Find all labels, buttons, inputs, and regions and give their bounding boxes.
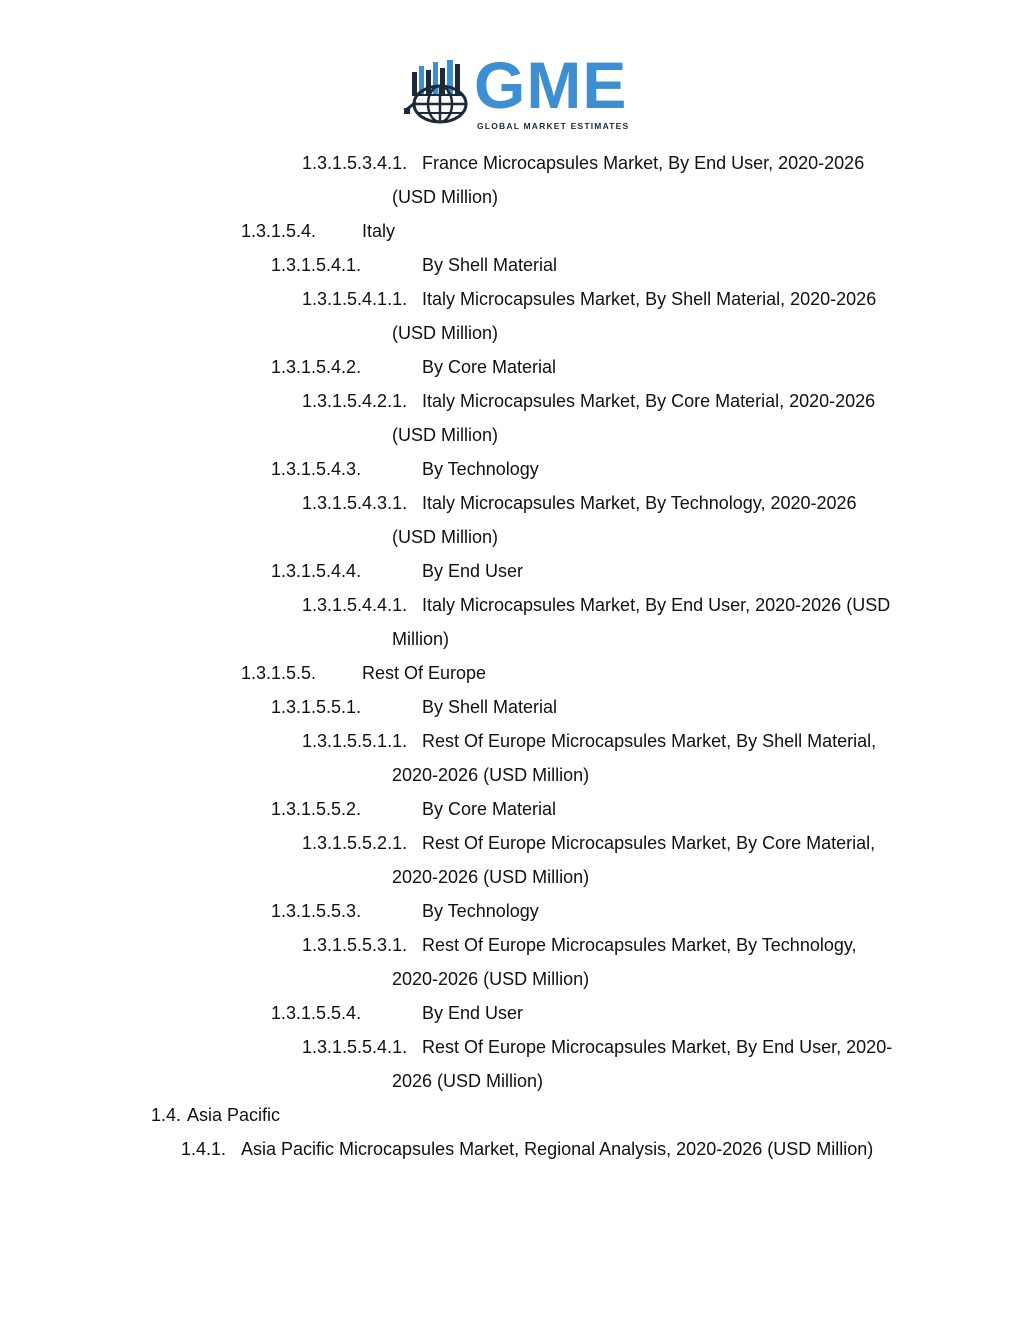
toc-title-continuation: 2020-2026 (USD Million) bbox=[392, 765, 590, 785]
toc-title-continuation: (USD Million) bbox=[392, 323, 499, 343]
toc-title: Italy Microcapsules Market, By Core Material, 2020-2026 bbox=[422, 391, 876, 411]
toc-number: 1.3.1.5.5.4. bbox=[271, 1003, 362, 1023]
toc-entry bbox=[0, 792, 1024, 826]
toc-entry bbox=[0, 452, 1024, 486]
toc-entry-line bbox=[302, 928, 1024, 962]
toc-number: 1.3.1.5.4.3.1. bbox=[302, 493, 408, 513]
toc-number: 1.3.1.5.4.4. bbox=[271, 561, 362, 581]
toc-entry bbox=[0, 214, 1024, 248]
toc-entry-line bbox=[271, 554, 1024, 588]
toc-entry bbox=[0, 588, 1024, 656]
toc-entry bbox=[0, 350, 1024, 384]
toc-entry-line bbox=[241, 656, 1024, 690]
toc-title: France Microcapsules Market, By End User, 2020-2026 bbox=[422, 153, 865, 173]
toc-entry-line bbox=[302, 282, 1024, 316]
toc-entry-line bbox=[302, 1030, 1024, 1064]
toc-number: 1.3.1.5.5.1.1. bbox=[302, 731, 408, 751]
toc-entry bbox=[0, 146, 1024, 214]
toc-number: 1.3.1.5.5.4.1. bbox=[302, 1037, 408, 1057]
toc-entry-line bbox=[241, 214, 1024, 248]
logo-letters: GME bbox=[474, 48, 628, 122]
toc-title-continuation: 2020-2026 (USD Million) bbox=[392, 867, 590, 887]
toc-title: Italy bbox=[362, 221, 396, 241]
toc-number: 1.3.1.5.5.2.1. bbox=[302, 833, 408, 853]
toc-title: Rest Of Europe Microcapsules Market, By Core Material, bbox=[422, 833, 876, 853]
table-of-contents bbox=[0, 146, 1024, 1166]
toc-title: By Technology bbox=[422, 901, 539, 921]
toc-entry bbox=[0, 1132, 1024, 1166]
toc-number: 1.3.1.5.4.4.1. bbox=[302, 595, 408, 615]
toc-entry-line bbox=[271, 894, 1024, 928]
toc-number: 1.3.1.5.5.1. bbox=[271, 697, 362, 717]
toc-title: By Technology bbox=[422, 459, 539, 479]
toc-entry bbox=[0, 1098, 1024, 1132]
toc-number: 1.3.1.5.4.1.1. bbox=[302, 289, 408, 309]
toc-title: Rest Of Europe Microcapsules Market, By End User, 2020- bbox=[422, 1037, 893, 1057]
toc-entry-line bbox=[151, 1098, 1024, 1132]
toc-title: Rest Of Europe Microcapsules Market, By Shell Material, bbox=[422, 731, 877, 751]
toc-entry-line bbox=[302, 826, 1024, 860]
toc-title: By Shell Material bbox=[422, 255, 558, 275]
toc-number: 1.3.1.5.4.2. bbox=[271, 357, 362, 377]
toc-entry-line bbox=[302, 724, 1024, 758]
toc-entry bbox=[0, 486, 1024, 554]
toc-number: 1.3.1.5.5.3.1. bbox=[302, 935, 408, 955]
toc-title-continuation: Million) bbox=[392, 629, 450, 649]
toc-entry-line bbox=[271, 248, 1024, 282]
toc-title: Italy Microcapsules Market, By End User, 2020-2026 (USD bbox=[422, 595, 891, 615]
toc-title: By Core Material bbox=[422, 799, 557, 819]
gme-logo bbox=[404, 48, 660, 136]
toc-number: 1.3.1.5.4.2.1. bbox=[302, 391, 408, 411]
toc-entry bbox=[0, 690, 1024, 724]
toc-number: 1.3.1.5.4.1. bbox=[271, 255, 362, 275]
toc-title: Rest Of Europe Microcapsules Market, By Technology, bbox=[422, 935, 857, 955]
toc-title-continuation: 2026 (USD Million) bbox=[392, 1071, 544, 1091]
toc-entry-line bbox=[302, 486, 1024, 520]
toc-entry bbox=[0, 282, 1024, 350]
toc-title: Rest Of Europe bbox=[362, 663, 487, 683]
toc-title: By End User bbox=[422, 1003, 524, 1023]
toc-entry bbox=[0, 996, 1024, 1030]
toc-number: 1.4.1. bbox=[181, 1139, 227, 1159]
logo-tagline: GLOBAL MARKET ESTIMATES bbox=[477, 121, 630, 131]
toc-entry-line bbox=[271, 452, 1024, 486]
toc-number: 1.3.1.5.4. bbox=[241, 221, 317, 241]
toc-number: 1.3.1.5.4.3. bbox=[271, 459, 362, 479]
toc-entry bbox=[0, 1030, 1024, 1098]
toc-entry-line bbox=[302, 146, 1024, 180]
toc-entry-line bbox=[181, 1132, 1024, 1166]
toc-entry bbox=[0, 894, 1024, 928]
toc-number: 1.3.1.5.5.3. bbox=[271, 901, 362, 921]
toc-entry-line bbox=[271, 350, 1024, 384]
toc-entry bbox=[0, 248, 1024, 282]
toc-entry-line bbox=[271, 792, 1024, 826]
toc-title: Asia Pacific Microcapsules Market, Regional Analysis, 2020-2026 (USD Million) bbox=[241, 1139, 874, 1159]
toc-entry bbox=[0, 724, 1024, 792]
toc-entry bbox=[0, 928, 1024, 996]
toc-number: 1.3.1.5.5. bbox=[241, 663, 317, 683]
toc-number: 1.3.1.5.5.2. bbox=[271, 799, 362, 819]
toc-entry-line bbox=[302, 588, 1024, 622]
toc-entry-line bbox=[271, 996, 1024, 1030]
toc-entry-line bbox=[271, 690, 1024, 724]
toc-entry bbox=[0, 656, 1024, 690]
toc-entry bbox=[0, 384, 1024, 452]
toc-entry-line bbox=[302, 384, 1024, 418]
toc-number: 1.3.1.5.3.4.1. bbox=[302, 153, 408, 173]
toc-title-continuation: 2020-2026 (USD Million) bbox=[392, 969, 590, 989]
toc-title: Asia Pacific bbox=[187, 1105, 281, 1125]
toc-title: By Shell Material bbox=[422, 697, 558, 717]
toc-title-continuation: (USD Million) bbox=[392, 527, 499, 547]
toc-entry bbox=[0, 826, 1024, 894]
toc-title: By End User bbox=[422, 561, 524, 581]
toc-title: Italy Microcapsules Market, By Shell Material, 2020-2026 bbox=[422, 289, 877, 309]
toc-entry bbox=[0, 554, 1024, 588]
toc-title: Italy Microcapsules Market, By Technology, 2020-2026 bbox=[422, 493, 857, 513]
toc-title-continuation: (USD Million) bbox=[392, 187, 499, 207]
toc-title-continuation: (USD Million) bbox=[392, 425, 499, 445]
toc-title: By Core Material bbox=[422, 357, 557, 377]
toc-number: 1.4. bbox=[151, 1105, 182, 1125]
